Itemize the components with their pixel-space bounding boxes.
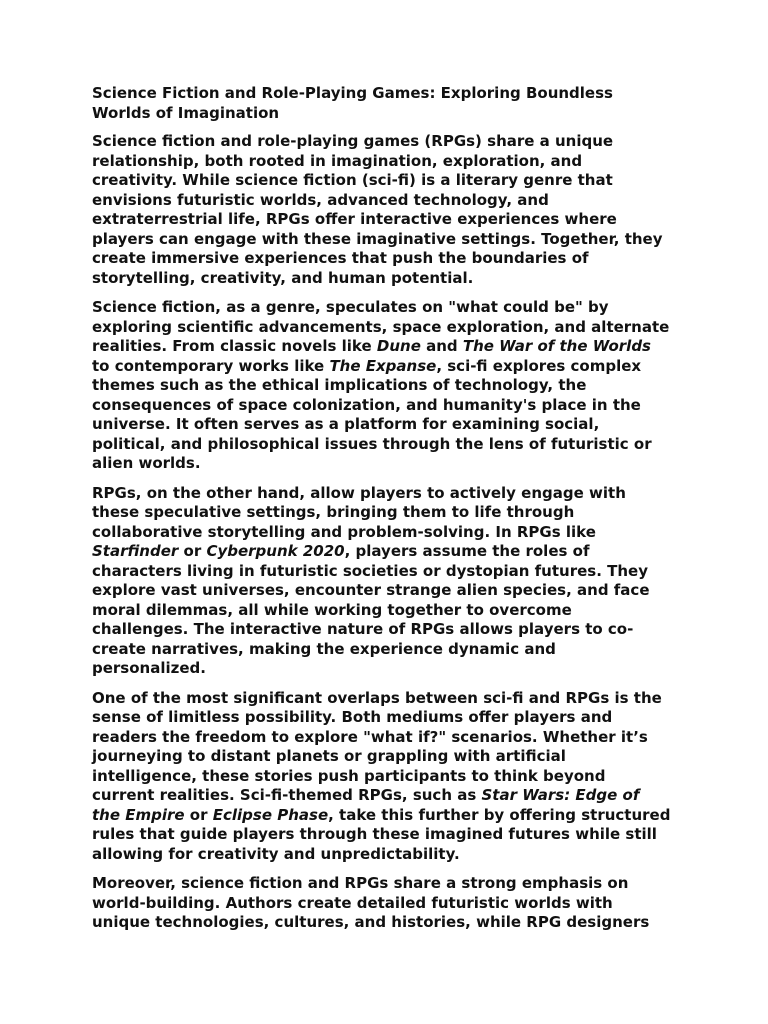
- italic-title-text: The War of the Worlds: [462, 337, 651, 355]
- italic-title-text: Star Wars: Edge of the Empire: [92, 786, 640, 824]
- italic-title-text: Dune: [376, 337, 421, 355]
- body-paragraph: [92, 689, 672, 865]
- italic-title-text: Eclipse Phase: [212, 805, 329, 824]
- paragraph-text: and: [420, 337, 463, 355]
- body-paragraph: [92, 484, 672, 679]
- italic-title-text: The Expanse: [329, 356, 437, 375]
- paragraph-text: , players assume the roles of characters living in futuristic societies or dystopian futures. They explore vast universes, encounter strange alien species, and face moral dilemmas, all while working together to overcome challenges. The interactive nature of RPGs allows players to co-create narratives, making the experience dynamic and personalized.: [92, 542, 650, 677]
- paragraph-text: One of the most significant overlaps between sci-fi and RPGs is the sense of limitless possibility. Both mediums offer players and readers the freedom to explore "what if?" scenarios. Whether it’s journeying to distant planets or grappling with artificial intelligence, these stories push participants to think beyond current realities. Sci-fi-themed RPGs, such as: [92, 688, 662, 804]
- italic-title-text: Cyberpunk 2020: [206, 542, 345, 560]
- paragraph-text: or: [184, 805, 213, 824]
- paragraph-text: , sci-fi explores complex themes such as the ethical implications of technology, the consequences of space colonization, and humanity's place in the universe. It often serves as a platform for examining social, political, and philosophical issues through the lens of futuristic or alien worlds.: [92, 356, 652, 472]
- paragraph-text: Science fiction and role-playing games (RPGs) share a unique relationship, both rooted in imagination, exploration, and creativity. While science fiction (sci-fi) is a literary genre that envisions futuristic worlds, advanced technology, and extraterrestrial life, RPGs offer interactive experiences where players can engage with these imaginative settings. Together, they create immersive experiences that push the boundaries of storytelling, creativity, and human potential.: [92, 132, 663, 287]
- document-title: Science Fiction and Role-Playing Games: Exploring Boundless Worlds of Imagination: [92, 84, 613, 122]
- document-page: [92, 84, 672, 943]
- paragraph-text: , take this further by offering structured rules that guide players through these imagined futures while still allowing for creativity and unpredictability.: [92, 805, 671, 863]
- paragraph-text: to contemporary works like: [92, 356, 330, 375]
- paragraph-text: Moreover, science fiction and RPGs share a strong emphasis on world-building. Authors create detailed futuristic worlds with unique technologies, cultures, and histories, while RPG designers: [92, 874, 650, 931]
- body-paragraph: [92, 132, 672, 288]
- paragraph-text: or: [178, 542, 207, 560]
- document-body: [92, 132, 672, 933]
- paragraph-text: RPGs, on the other hand, allow players to actively engage with these speculative settings, bringing them to life through collaborative storytelling and problem-solving. In RPGs like: [92, 483, 626, 541]
- italic-title-text: Starfinder: [92, 542, 179, 560]
- body-paragraph: [92, 874, 672, 933]
- body-paragraph: [92, 298, 672, 474]
- paragraph-text: Science fiction, as a genre, speculates on "what could be" by exploring scientific advancements, space exploration, and alternate realities. From classic novels like: [92, 298, 670, 355]
